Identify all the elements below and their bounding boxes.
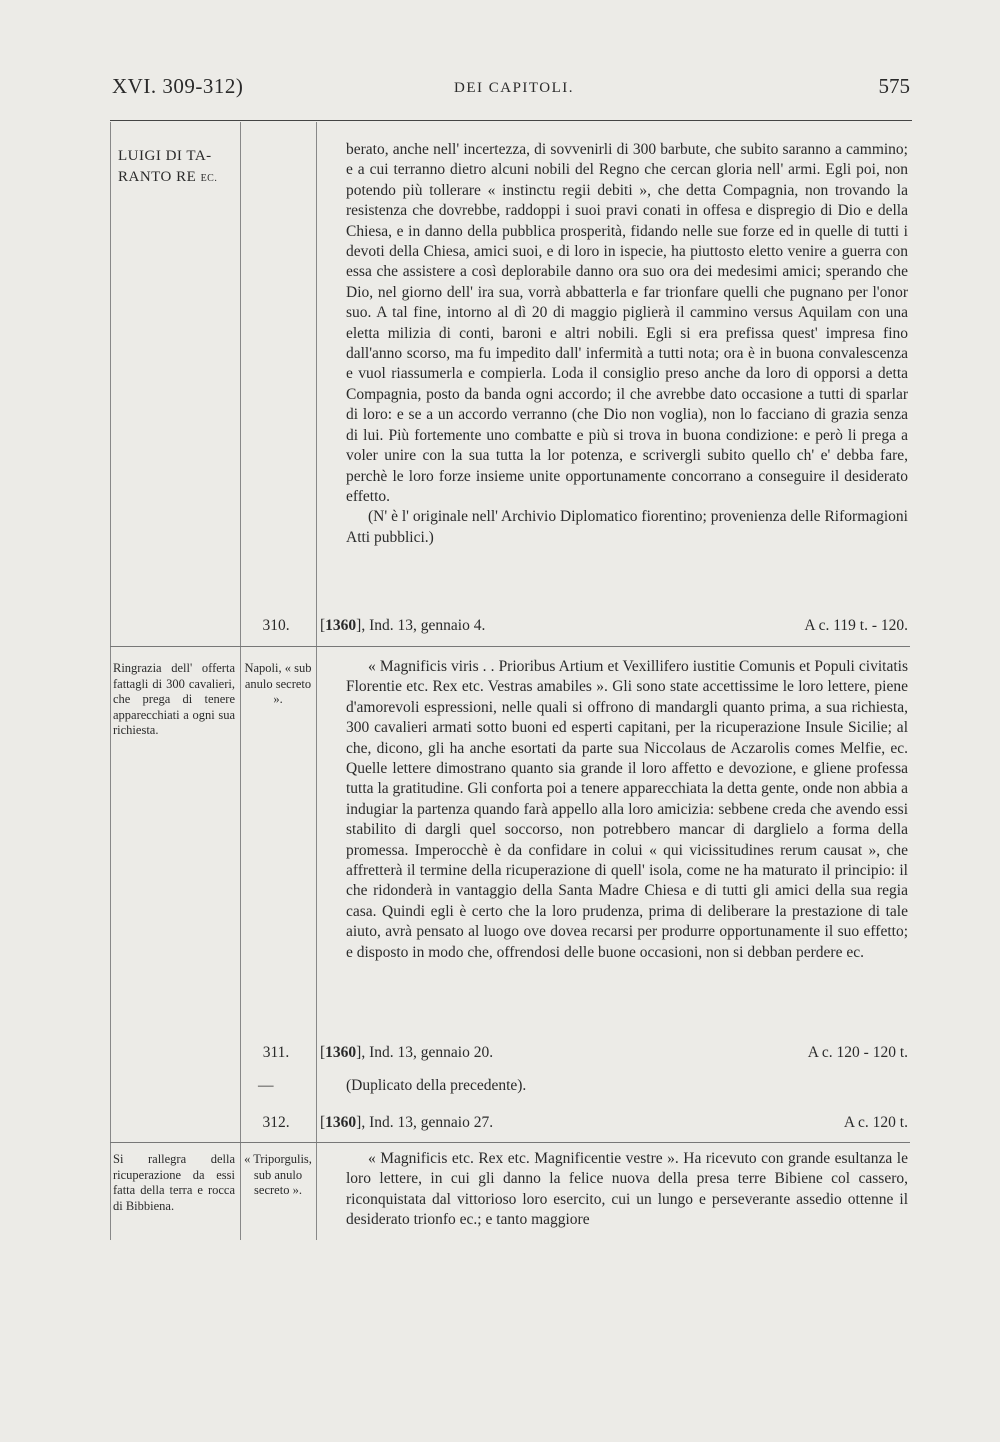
entry-reference: A c. 119 t. - 120. [804,617,908,634]
archive-note: (N' è l' originale nell' Archivio Diplomatico fiorentino; provenienza delle Riformagioni Atti pubblici.) [346,508,908,546]
entry-year: 1360 [325,1044,357,1061]
entry-date: , Ind. 13, gennaio 20. [361,1044,494,1061]
entry-dateline: [1360], Ind. 13, gennaio 27. [320,1114,494,1131]
duplicate-note: (Duplicato della precedente). [346,1077,527,1094]
entry-number: 311. [262,1044,290,1061]
entry-rule [110,646,910,647]
ruler-heading [118,146,238,189]
entry-number: 312. [262,1114,290,1131]
place-note: Napoli, « sub anulo secreto ». [244,661,312,706]
entry-text: « Magnificis etc. Rex etc. Magnificentie vestre ». Ha ricevuto con grande esultanza le loro lettere, in cui gli danno la felice nuova della presa terre Bibiene col cassero, riconquistata dal vittorioso loro esercito, cui un lungo e perseverante assedio ottenne il desiderato trionfo ec.; e tanto maggiore [346,1150,908,1229]
ruler-suffix: EC. [200,173,218,184]
entry-date: , Ind. 13, gennaio 4. [361,617,486,634]
margin-summary: Si rallegra della ricuperazione da essi fatta della terra e rocca di Bibbiena. [113,1152,235,1213]
note-column-rule [240,122,241,1240]
entry-number: 310. [262,617,290,634]
running-header-title: DEI CAPITOLI. [454,80,575,96]
page-number: 575 [878,74,910,98]
header-rule [110,120,912,121]
entry-dateline: [1360], Ind. 13, gennaio 4. [320,617,486,634]
entry-reference: A c. 120 t. [843,1114,908,1131]
entry-text: « Magnificis viris . . Prioribus Artium et Vexillifero iustitie Comunis et Populi civitatis Florentie etc. Rex etc. Vestras amabiles ». Gli sono state accettissime le loro lettere, piene d'amorevoli espressioni, nelle quali si offrono di mandargli quanto prima, a sua richiesta, 300 cavalieri armati sotto buoni ed esperti capitani, per la ricuperazione Insule Sicilie; al che, dicono, gli ha anche esortati da parte sua Niccolaus de Aczarolis comes Melfie, ec. Quelle lettere dimostrano quanto sia grande il loro affetto e devozione, e gliene professa tutta la gratitudine. Gli conforta poi a tenere apparecchiata la detta gente, onde non abbia a indugiar la partenza quando farà appello alla loro amicizia: sebbene creda che avendo essi stabilito di dargli quel soccorso, non potrebbero mancar di darglielo a forma della promessa. Imperocchè è da confidare in colui « qui vicissitudines rerum causat », che affretterà il termine della ricuperazione di quell' isola, come ne ha maturato il principio: il che ridonderà in vantaggio della Santa Madre Chiesa e di tutti gli amici della sua regia casa. Quindi egli è certo che la loro prudenza, prima di deliberare la prestazione di tale aiuto, avrà pensato al luogo ove dovea recarsi per produrre opportunamente il suo effetto; e disposto in modo che, offrendosi delle buone occasioni, non si debban perdere ec. [346,658,908,961]
entry-date: , Ind. 13, gennaio 27. [361,1114,494,1131]
continuation-text [346,140,908,548]
continuation-paragraph: berato, anche nell' incertezza, di sovvenirli di 300 barbute, che subito saranno a cammino; e a cui terranno dietro alcuni nobili del Regno che cercan gloria nell' armi. Egli poi, non potendo più tollerare « instinctu regii debiti », che detta Compagnia, non trovando la resistenza che dovrebbe, raddoppi i suoi pravi conati in offesa e dispregio di Dio e della Chiesa, e in danno della pubblica prosperità, fidando nelle sue forze ed in quelle di tutti i devoti della Chiesa, amici suoi, e di loro in ispecie, ha piuttosto eletto venire a guerra con essa che assistere a così deplorabile danno ora suo ora dei medesimi amici; sperando che Dio, nel giorno dell' ira sua, vorrà abbatterla e far trionfare quelli che pugnano per l'onor suo. A tal fine, intorno al dì 20 di maggio piglierà il cammino versus Aquilam con una eletta milizia di conti, baroni e altri nobili. Egli si era prefissa quest' impresa fino dall'anno scorso, ma fu impedito dall' infermità a tutti nota; ora è in buona convalescenza e vuol riassumerla e compierla. Loda il consiglio preso anche da loro di opporsi a detta Compagnia, posto da banda ogni accordo; il che avrebbe dato occasione a tutti di sparlar di loro: e se a un accordo verranno (che Dio non voglia), non lo facciano di grazia senza di lui. Più fortemente uno combatte e più si trova in buona condizione: e però li prega a voler unire con la sua tutta la lor potenza, e scrivergli subito quello ch' e' debba fare, perchè le loro forze insieme unite opportunamente concorrano a conseguire il desiderato effetto. [346,141,908,505]
entry-year: 1360 [325,617,357,634]
entry-rule [110,1142,910,1143]
place-column-rule [316,122,317,1240]
place-note: « Triporgulis, sub anulo secreto ». [244,1152,312,1197]
margin-summary: Ringrazia dell' offerta fattagli di 300 cavalieri, che prega di tenere apparecchiati a ogni sua richiesta. [113,661,235,737]
running-header-volume: XVI. 309-312) [112,74,244,98]
entry-year: 1360 [325,1114,357,1131]
entry-dateline: [1360], Ind. 13, gennaio 20. [320,1044,494,1061]
place-dash: — [258,1077,274,1094]
entry-reference: A c. 120 - 120 t. [807,1044,908,1061]
ruler-name: LUIGI DI TA- RANTO RE [118,148,212,185]
left-column-rule [110,122,111,1240]
